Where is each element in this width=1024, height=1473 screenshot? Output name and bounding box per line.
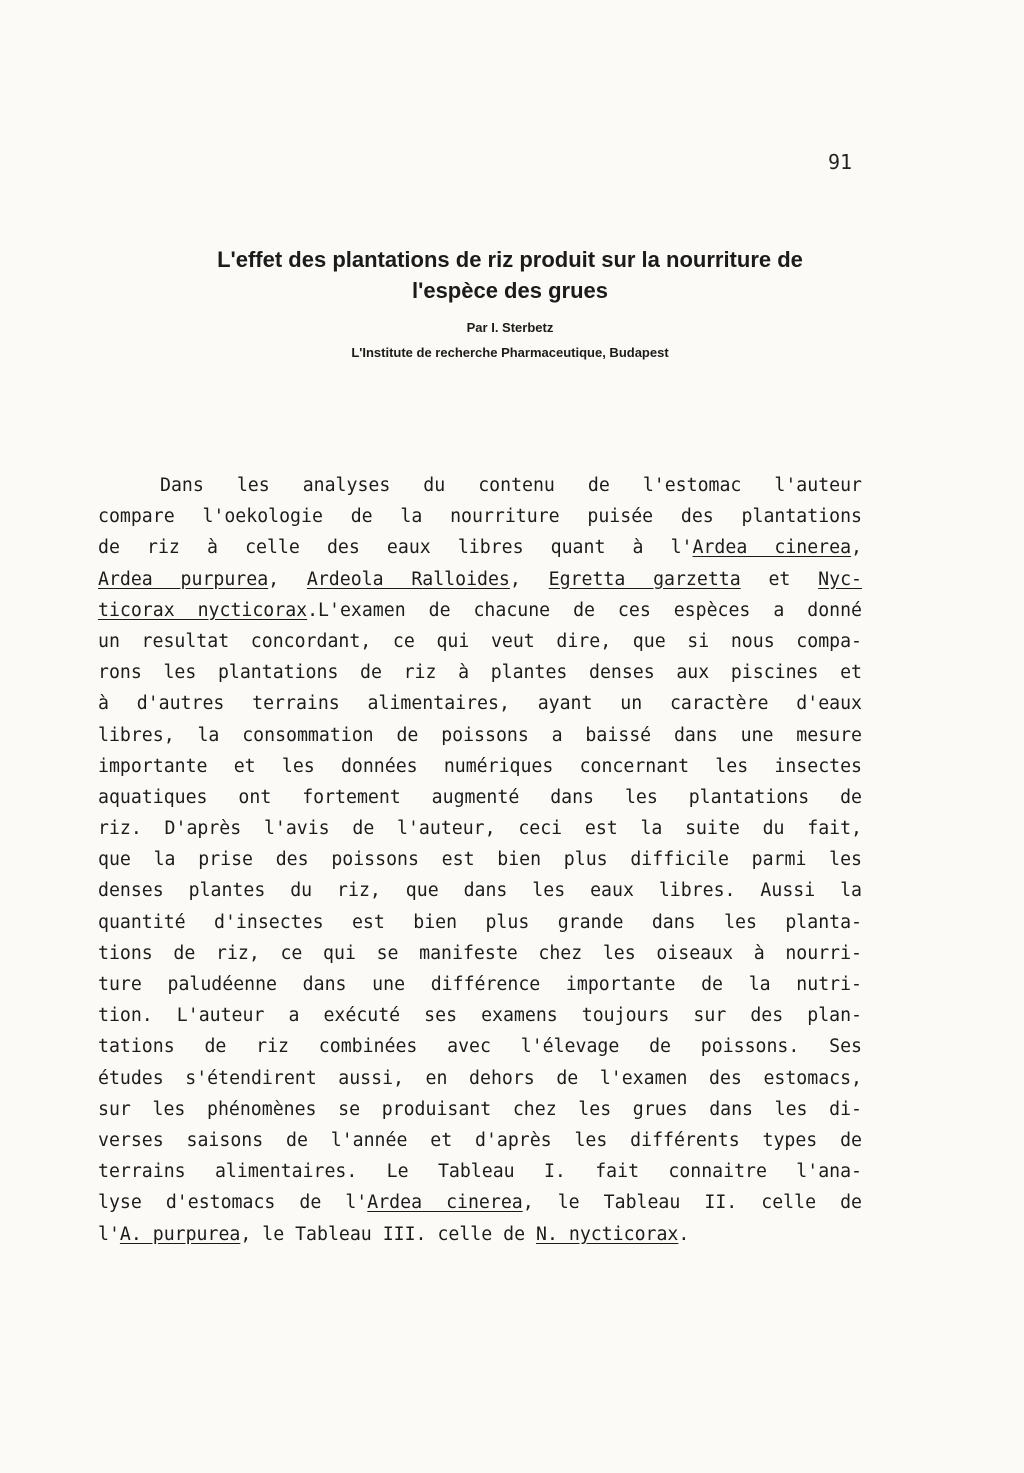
body-line [98,532,862,563]
text-span: de riz à celle des eaux libres quant à l' [98,537,693,559]
body-line: verses saisons de l'année et d'après les différents types de [98,1129,862,1151]
text-span: , le Tableau III. celle de [240,1223,537,1245]
species-name: Nyc- [818,568,862,590]
body-line [98,1219,862,1250]
species-name: Ardea purpurea [98,568,269,590]
body-line: rons les plantations de riz à plantes denses aux piscines et [98,662,862,684]
species-name: Egretta garzetta [548,568,741,590]
text-span: l' [98,1223,120,1245]
species-name: Ardea cinerea [367,1192,523,1214]
affiliation-line: L'Institute de recherche Pharmaceutique, Budapest [351,345,669,360]
body-line [98,1187,862,1218]
body-line [98,564,862,595]
species-name: ticorax nycticorax [98,599,308,621]
text-span: , [509,568,549,590]
text-span: . [678,1223,690,1245]
species-name: A. purpurea [119,1223,241,1245]
text-span: , [851,537,862,559]
article-title [150,244,870,306]
text-span: lyse d'estomacs de l' [98,1192,368,1214]
species-name: Ardeola Ralloides [306,568,510,590]
body-line: libres, la consommation de poissons a baissé dans une mesure [98,724,862,746]
text-span: , le Tableau II. celle de [522,1192,862,1214]
body-line [98,595,862,626]
body-line: études s'étendirent aussi, en dehors de l'examen des estomacs, [98,1067,862,1089]
body-line: terrains alimentaires. Le Tableau I. fait connaitre l'ana- [98,1161,862,1183]
body-line: Dans les analyses du contenu de l'estomac l'auteur [160,475,862,496]
body-line: un resultat concordant, ce qui veut dire, que si nous compa- [98,630,862,652]
species-name: Ardea cinerea [692,537,852,559]
species-name: N. nycticorax [536,1223,679,1245]
body-line: aquatiques ont fortement augmenté dans les plantations de [98,786,862,808]
title-line-1: L'effet des plantations de riz produit sur la nourriture de [217,247,803,272]
body-paragraph [98,470,862,1250]
text-span: .L'examen de chacune de ces espèces a donné [307,599,862,621]
text-span: et [740,568,819,590]
title-line-2: l'espèce des grues [411,278,608,303]
body-line: tion. L'auteur a exécuté ses examens toujours sur des plan- [98,1005,862,1027]
body-line: compare l'oekologie de la nourriture puisée des plantations [98,506,862,528]
body-line: importante et les données numériques concernant les insectes [98,755,862,777]
body-line: tations de riz combinées avec l'élevage de poissons. Ses [98,1036,862,1058]
body-line: tions de riz, ce qui se manifeste chez les oiseaux à nourri- [98,942,862,964]
body-line: à d'autres terrains alimentaires, ayant un caractère d'eaux [98,693,862,715]
body-line: denses plantes du riz, que dans les eaux libres. Aussi la [98,880,862,902]
body-line: que la prise des poissons est bien plus difficile parmi les [98,849,862,871]
body-line: quantité d'insectes est bien plus grande dans les planta- [98,911,862,933]
body-line: sur les phénomènes se produisant chez les grues dans les di- [98,1098,862,1120]
author-line: Par I. Sterbetz [466,320,554,335]
body-line: ture paludéenne dans une différence importante de la nutri- [98,974,862,995]
page-number: 91 [828,150,853,174]
body-line: riz. D'après l'avis de l'auteur, ceci est la suite du fait, [98,818,862,840]
text-span: , [268,568,307,590]
